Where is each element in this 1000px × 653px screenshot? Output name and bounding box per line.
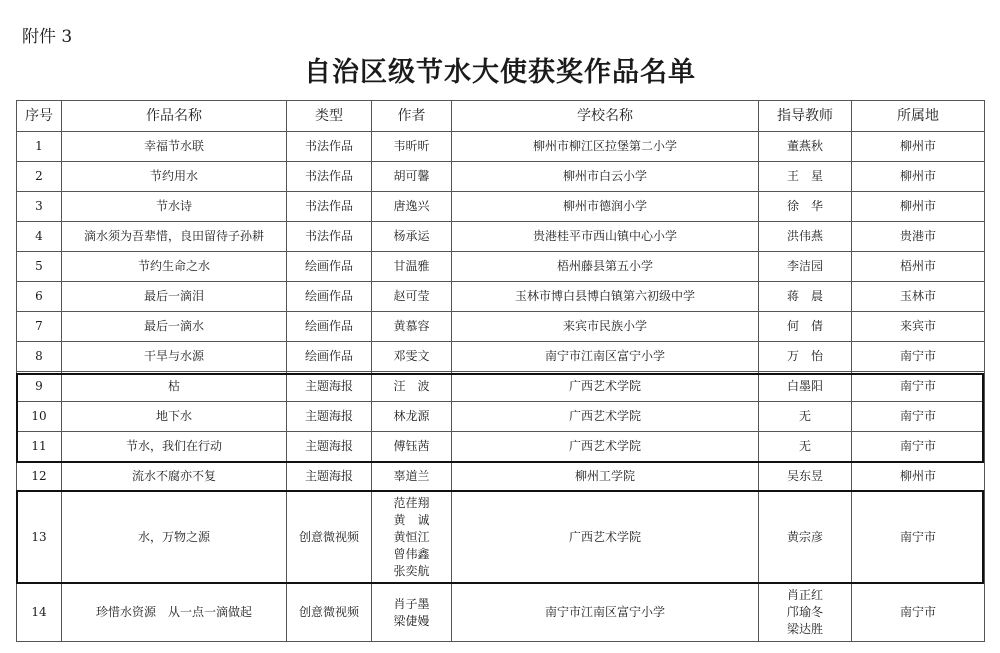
row-no: 6 xyxy=(17,282,62,312)
row-type: 绘画作品 xyxy=(287,282,372,312)
row-region: 南宁市 xyxy=(852,492,985,584)
cell-line: 肖子墨 xyxy=(393,596,430,611)
cell-line: 王 星 xyxy=(786,169,823,183)
row-school: 玉林市博白县博白镇第六初级中学 xyxy=(452,282,759,312)
row-no: 14 xyxy=(17,584,62,642)
row-region: 柳州市 xyxy=(852,162,985,192)
row-no: 9 xyxy=(17,372,62,402)
row-work: 最后一滴水 xyxy=(62,312,287,342)
header-region: 所属地 xyxy=(852,101,985,132)
row-teachers xyxy=(759,342,852,372)
table-row xyxy=(17,372,985,402)
row-authors xyxy=(372,492,452,584)
row-work: 滴水须为吾辈惜，良田留待子孙耕 xyxy=(62,222,287,252)
cell-line: 黄恒江 xyxy=(393,530,430,544)
cell-line: 甘温雅 xyxy=(393,259,430,273)
row-work: 地下水 xyxy=(62,402,287,432)
cell-line: 万 怡 xyxy=(786,349,823,363)
table-row xyxy=(17,192,985,222)
header-author: 作者 xyxy=(372,101,452,132)
cell-line: 张奕航 xyxy=(393,564,430,578)
row-authors xyxy=(372,372,452,402)
row-school: 贵港桂平市西山镇中心小学 xyxy=(452,222,759,252)
cell-line: 肖正红 xyxy=(786,588,823,602)
row-school: 来宾市民族小学 xyxy=(452,312,759,342)
row-work: 最后一滴泪 xyxy=(62,282,287,312)
table-header-row xyxy=(17,101,985,132)
row-authors xyxy=(372,282,452,312)
row-region: 南宁市 xyxy=(852,584,985,642)
table-row xyxy=(17,162,985,192)
row-region: 南宁市 xyxy=(852,432,985,462)
row-teachers xyxy=(759,462,852,492)
table-row xyxy=(17,282,985,312)
header-school: 学校名称 xyxy=(452,101,759,132)
row-teachers xyxy=(759,312,852,342)
row-type: 创意微视频 xyxy=(287,584,372,642)
row-school: 广西艺术学院 xyxy=(452,372,759,402)
row-school: 柳州市白云小学 xyxy=(452,162,759,192)
row-teachers xyxy=(759,584,852,642)
row-school: 柳州市柳江区拉堡第二小学 xyxy=(452,132,759,162)
row-work: 枯 xyxy=(62,372,287,402)
row-teachers xyxy=(759,492,852,584)
cell-line: 何 倩 xyxy=(786,319,823,333)
cell-line: 白墨阳 xyxy=(786,379,823,393)
row-teachers xyxy=(759,222,852,252)
header-type: 类型 xyxy=(287,101,372,132)
cell-line: 林龙源 xyxy=(393,409,430,423)
row-authors xyxy=(372,252,452,282)
row-no: 8 xyxy=(17,342,62,372)
cell-line: 汪 波 xyxy=(393,379,430,393)
table-row xyxy=(17,252,985,282)
cell-line: 黄宗彦 xyxy=(786,530,823,544)
row-region: 南宁市 xyxy=(852,342,985,372)
row-region: 玉林市 xyxy=(852,282,985,312)
row-work: 节水，我们在行动 xyxy=(62,432,287,462)
row-type: 主题海报 xyxy=(287,462,372,492)
row-school: 梧州藤县第五小学 xyxy=(452,252,759,282)
cell-line: 胡可馨 xyxy=(393,169,430,183)
row-work: 流水不腐亦不复 xyxy=(62,462,287,492)
row-work: 节水诗 xyxy=(62,192,287,222)
row-type: 书法作品 xyxy=(287,132,372,162)
cell-line: 董燕秋 xyxy=(786,139,823,153)
row-no: 10 xyxy=(17,402,62,432)
table-row xyxy=(17,432,985,462)
row-teachers xyxy=(759,192,852,222)
row-work: 干旱与水源 xyxy=(62,342,287,372)
table-row xyxy=(17,462,985,492)
row-no: 13 xyxy=(17,492,62,584)
cell-line: 曾伟鑫 xyxy=(393,547,430,561)
row-region: 贵港市 xyxy=(852,222,985,252)
cell-line: 杨承运 xyxy=(393,229,430,243)
row-authors xyxy=(372,342,452,372)
header-teacher: 指导教师 xyxy=(759,101,852,132)
cell-line: 邝瑜冬 xyxy=(786,605,823,619)
row-school: 柳州市德润小学 xyxy=(452,192,759,222)
row-teachers xyxy=(759,282,852,312)
row-no: 4 xyxy=(17,222,62,252)
row-type: 绘画作品 xyxy=(287,342,372,372)
row-teachers xyxy=(759,372,852,402)
cell-line: 李洁园 xyxy=(786,259,823,273)
row-no: 12 xyxy=(17,462,62,492)
row-authors xyxy=(372,222,452,252)
table-row xyxy=(17,402,985,432)
header-no: 序号 xyxy=(17,101,62,132)
row-type: 创意微视频 xyxy=(287,492,372,584)
row-teachers xyxy=(759,162,852,192)
row-authors xyxy=(372,402,452,432)
row-region: 柳州市 xyxy=(852,462,985,492)
row-teachers xyxy=(759,432,852,462)
row-teachers xyxy=(759,402,852,432)
cell-line: 吴东昱 xyxy=(786,469,823,483)
table-body xyxy=(17,132,985,642)
table-row xyxy=(17,312,985,342)
row-authors xyxy=(372,162,452,192)
cell-line: 傅钰茜 xyxy=(393,439,430,453)
row-authors xyxy=(372,584,452,642)
table-row xyxy=(17,492,985,584)
row-school: 广西艺术学院 xyxy=(452,402,759,432)
row-type: 书法作品 xyxy=(287,162,372,192)
cell-line: 唐逸兴 xyxy=(393,199,430,213)
row-no: 5 xyxy=(17,252,62,282)
row-region: 梧州市 xyxy=(852,252,985,282)
cell-line: 韦昕昕 xyxy=(393,139,430,153)
row-no: 7 xyxy=(17,312,62,342)
row-school: 广西艺术学院 xyxy=(452,432,759,462)
row-work: 节约用水 xyxy=(62,162,287,192)
row-authors xyxy=(372,432,452,462)
row-authors xyxy=(372,312,452,342)
cell-line: 梁倢嫚 xyxy=(393,613,430,628)
row-school: 南宁市江南区富宁小学 xyxy=(452,342,759,372)
cell-line: 无 xyxy=(798,439,811,453)
cell-line: 邓雯文 xyxy=(393,349,430,363)
row-type: 绘画作品 xyxy=(287,252,372,282)
table-row xyxy=(17,132,985,162)
row-type: 绘画作品 xyxy=(287,312,372,342)
row-school: 柳州工学院 xyxy=(452,462,759,492)
cell-line: 范荏翔 xyxy=(393,496,430,510)
row-school: 南宁市江南区富宁小学 xyxy=(452,584,759,642)
row-type: 书法作品 xyxy=(287,192,372,222)
row-work: 节约生命之水 xyxy=(62,252,287,282)
row-no: 1 xyxy=(17,132,62,162)
row-authors xyxy=(372,192,452,222)
row-work: 水，万物之源 xyxy=(62,492,287,584)
cell-line: 蒋 晨 xyxy=(786,289,823,303)
row-teachers xyxy=(759,252,852,282)
row-authors xyxy=(372,462,452,492)
table-row xyxy=(17,222,985,252)
cell-line: 徐 华 xyxy=(786,199,823,213)
row-work: 珍惜水资源 从一点一滴做起 xyxy=(62,584,287,642)
row-region: 南宁市 xyxy=(852,372,985,402)
cell-line: 梁达胜 xyxy=(786,622,823,636)
table-row xyxy=(17,584,985,642)
row-authors xyxy=(372,132,452,162)
cell-line: 无 xyxy=(798,409,811,423)
row-region: 来宾市 xyxy=(852,312,985,342)
header-work: 作品名称 xyxy=(62,101,287,132)
row-type: 主题海报 xyxy=(287,432,372,462)
cell-line: 辜道兰 xyxy=(393,469,430,483)
row-school: 广西艺术学院 xyxy=(452,492,759,584)
row-type: 书法作品 xyxy=(287,222,372,252)
cell-line: 洪伟燕 xyxy=(786,229,823,243)
row-no: 2 xyxy=(17,162,62,192)
row-region: 南宁市 xyxy=(852,402,985,432)
row-region: 柳州市 xyxy=(852,132,985,162)
row-work: 幸福节水联 xyxy=(62,132,287,162)
cell-line: 黄 诚 xyxy=(393,513,430,527)
row-no: 3 xyxy=(17,192,62,222)
cell-line: 黄慕容 xyxy=(393,319,430,333)
table-row xyxy=(17,342,985,372)
document-title: 自治区级节水大使获奖作品名单 xyxy=(304,57,696,88)
row-type: 主题海报 xyxy=(287,372,372,402)
row-type: 主题海报 xyxy=(287,402,372,432)
award-table xyxy=(16,100,985,642)
attachment-label: 附件 3 xyxy=(22,27,73,47)
row-no: 11 xyxy=(17,432,62,462)
row-region: 柳州市 xyxy=(852,192,985,222)
cell-line: 赵可莹 xyxy=(393,289,430,303)
row-teachers xyxy=(759,132,852,162)
